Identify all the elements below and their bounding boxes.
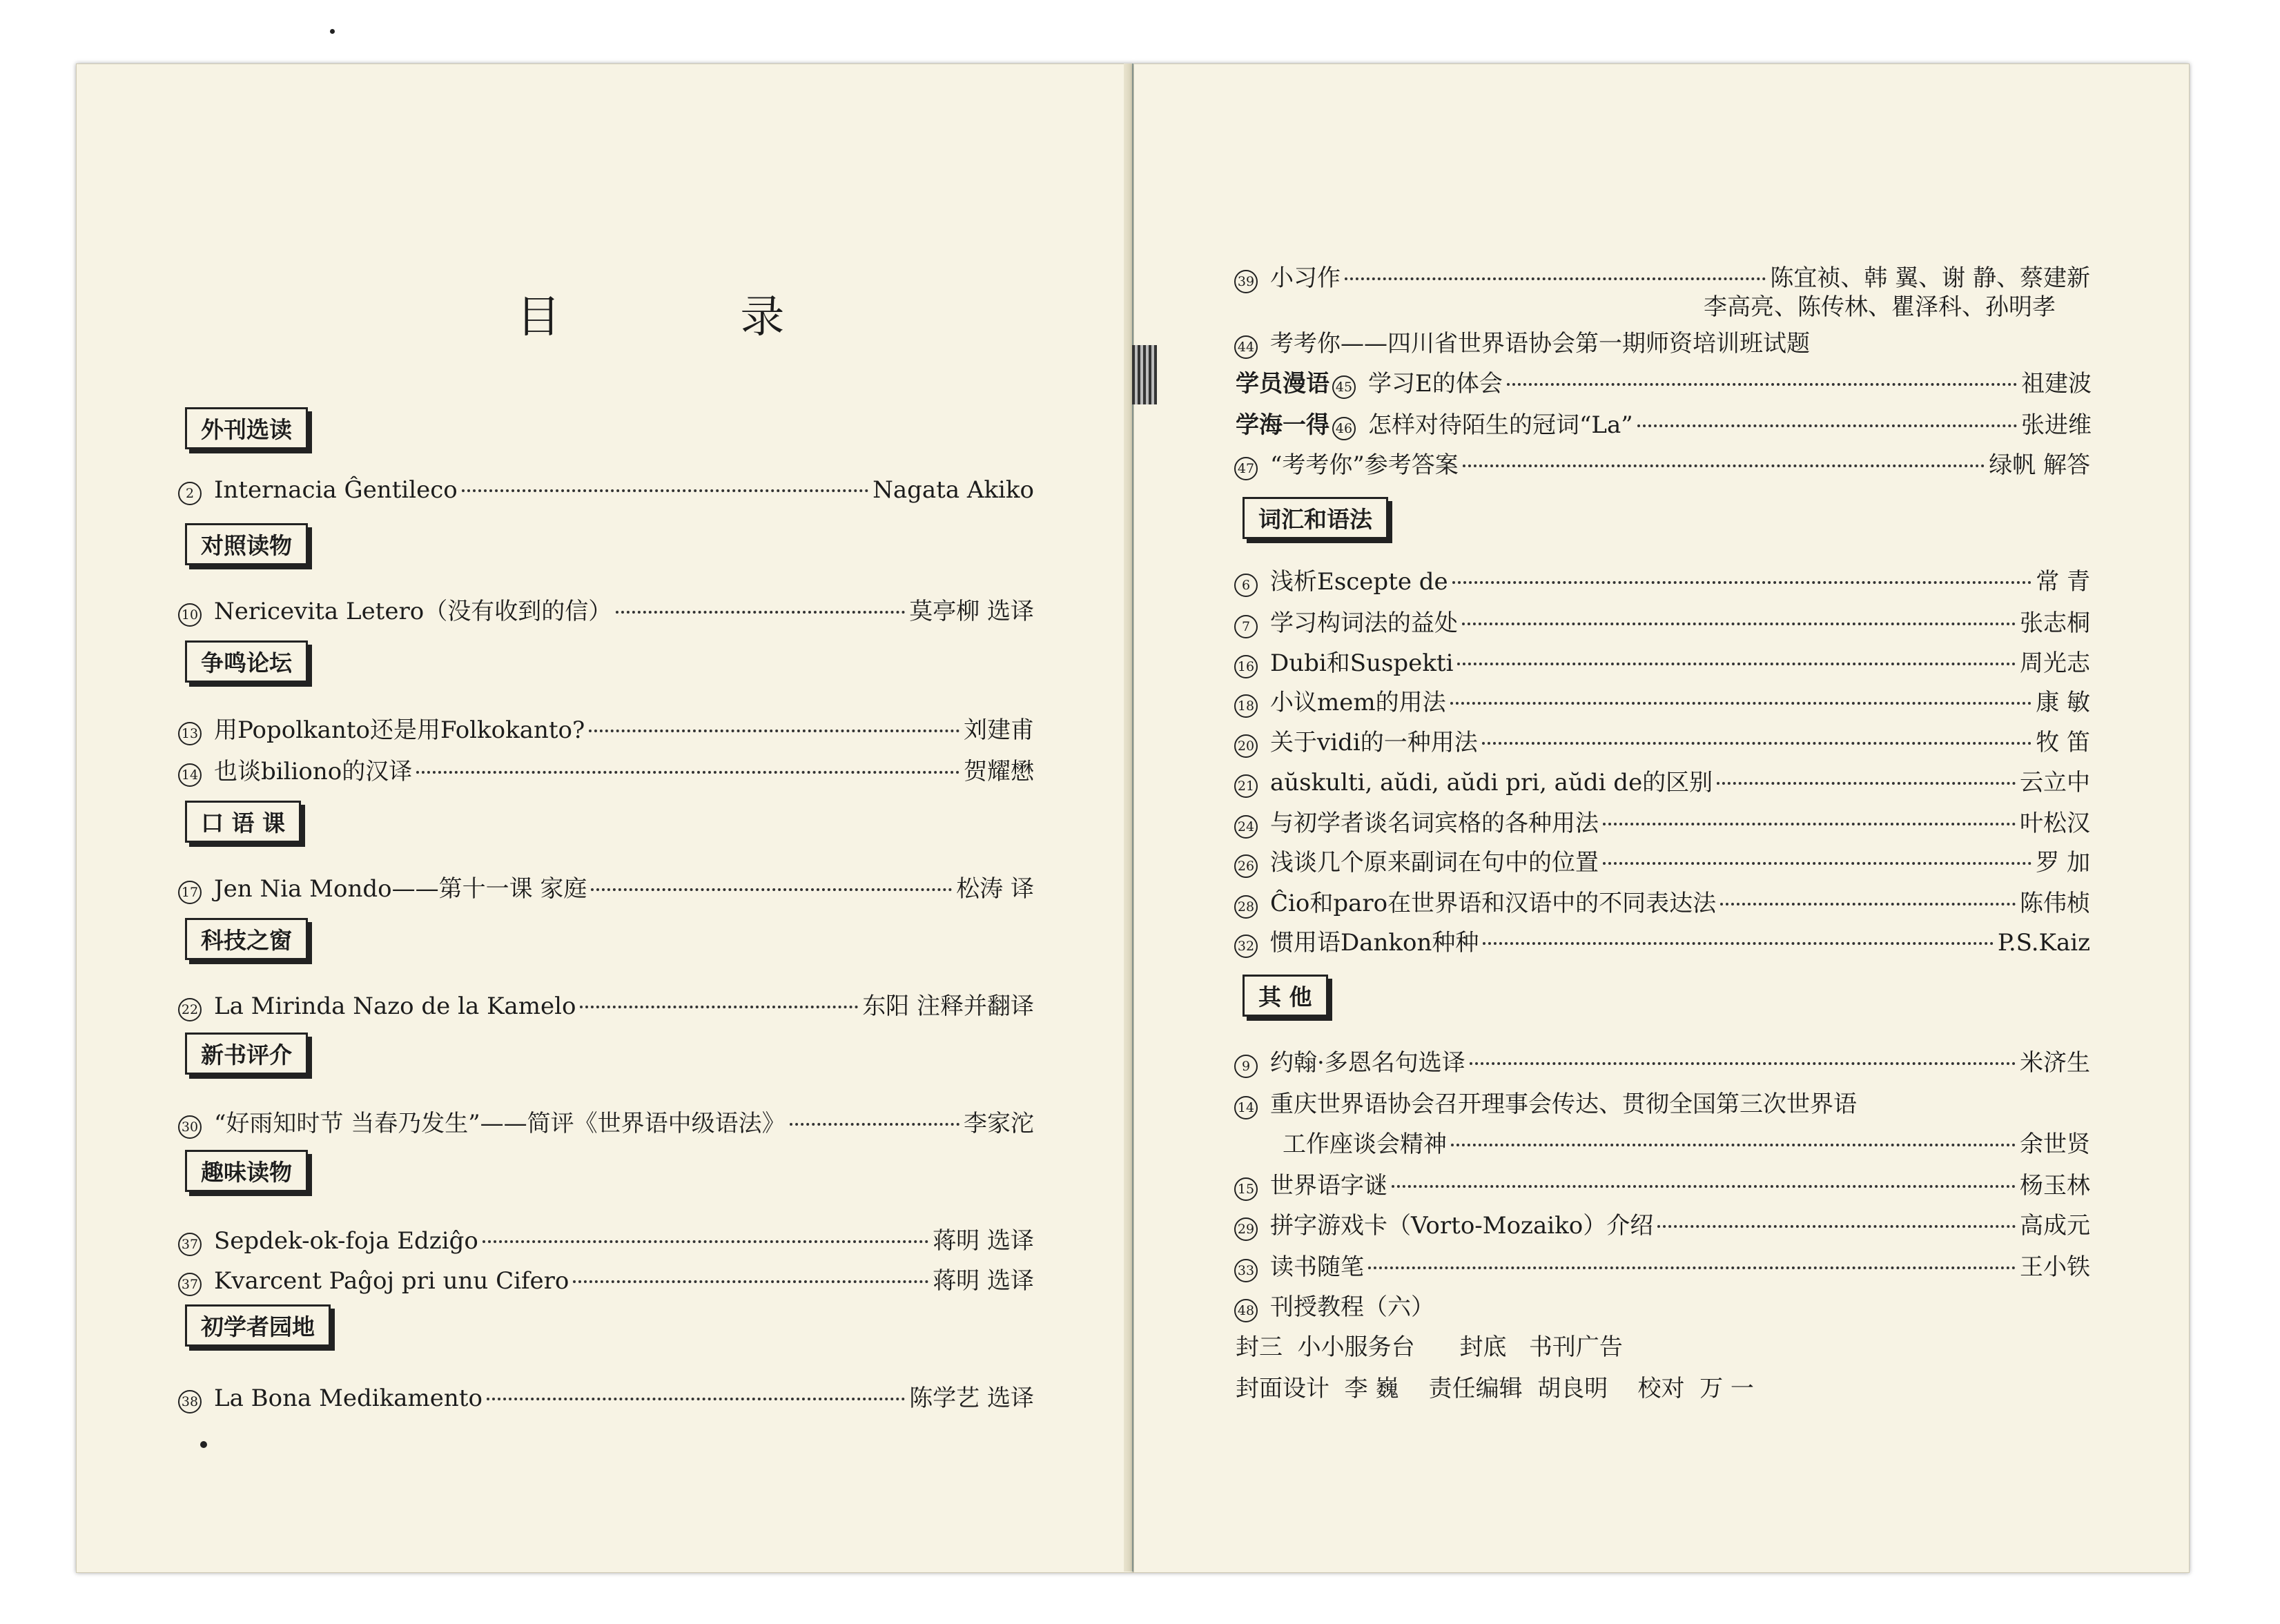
entry-author: 贺耀懋 <box>964 758 1034 785</box>
leader-dots <box>790 1123 959 1126</box>
toc-entry[interactable] <box>1234 843 2090 878</box>
toc-entry[interactable] <box>1234 763 2090 798</box>
entry-author: 杨玉林 <box>2020 1172 2090 1200</box>
toc-entry[interactable] <box>1234 562 2090 597</box>
page-number: 32 <box>1234 935 1258 958</box>
leader-dots <box>1470 1062 2016 1065</box>
page-number: 2 <box>178 482 202 505</box>
page-number: 37 <box>178 1273 202 1296</box>
speck-mark <box>330 29 335 34</box>
entry-title: 小习作 <box>1270 264 1341 292</box>
entry-author: 蒋明 选译 <box>933 1227 1034 1255</box>
section-heading: 趣味读物 <box>185 1150 308 1192</box>
leader-dots <box>1657 1225 2016 1228</box>
entry-author: 刘建甫 <box>964 716 1034 744</box>
entry-title: La Mirinda Nazo de la Kamelo <box>214 992 576 1020</box>
leader-dots <box>1462 623 2016 625</box>
page-number: 18 <box>1234 694 1258 718</box>
section-heading: 外刊选读 <box>185 407 308 449</box>
section-heading: 对照读物 <box>185 523 308 565</box>
entry-author: 周光志 <box>2020 649 2090 677</box>
page-number: 6 <box>1234 574 1258 597</box>
entry-author: 陈学艺 选译 <box>909 1385 1034 1412</box>
page-number: 48 <box>1234 1299 1258 1322</box>
toc-entry[interactable] <box>1234 723 2090 758</box>
leader-dots <box>416 771 959 774</box>
section-heading: 新书评介 <box>185 1033 308 1075</box>
toc-entry[interactable] <box>1234 644 2090 678</box>
page-number: 20 <box>1234 734 1258 758</box>
leader-dots <box>591 888 952 891</box>
toc-entry[interactable] <box>1234 884 2090 919</box>
entry-author: 蒋明 选译 <box>933 1267 1034 1295</box>
page-number: 38 <box>178 1390 202 1413</box>
leader-dots <box>1482 742 2031 745</box>
page-title: 目 录 <box>516 292 868 343</box>
toc-entry[interactable] <box>178 1379 1034 1413</box>
entry-title: 拼字游戏卡（Vorto-Mozaiko）介绍 <box>1270 1212 1654 1240</box>
speck-mark <box>200 1441 207 1448</box>
entry-title: 学习构词法的益处 <box>1270 609 1458 637</box>
page-number: 7 <box>1234 615 1258 638</box>
entry-section-label: 学员漫语 <box>1236 370 1329 398</box>
entry-author: P.S.Kaiz <box>1997 929 2090 957</box>
toc-entry[interactable] <box>178 870 1034 904</box>
entry-title: 也谈biliono的汉译 <box>214 758 413 785</box>
leader-dots <box>1463 464 1985 467</box>
page-number: 15 <box>1234 1177 1258 1201</box>
leader-dots <box>580 1006 858 1008</box>
leader-dots <box>1483 942 1993 945</box>
entry-author: 罗 加 <box>2036 849 2090 877</box>
entry-title: Ĉio和paro在世界语和汉语中的不同表达法 <box>1270 890 1717 917</box>
entry-title: Internacia Ĝentileco <box>214 476 458 504</box>
entry-title: Dubi和Suspekti <box>1270 649 1454 677</box>
entry-author: 李家沱 <box>964 1110 1034 1137</box>
toc-entry[interactable] <box>1234 923 2090 958</box>
footer-credits: 封面设计 李 巍 责任编辑 胡良明 校对 万 一 <box>1236 1375 1754 1402</box>
entry-author: Nagata Akiko <box>873 476 1034 504</box>
entry-title: aŭskulti, aŭdi, aŭdi pri, aŭdi de的区别 <box>1270 769 1713 796</box>
page-number: 39 <box>1234 270 1258 293</box>
page-number: 37 <box>178 1233 202 1256</box>
page-number: 14 <box>178 763 202 787</box>
toc-entry[interactable] <box>178 1262 1034 1296</box>
entry-title: 世界语字谜 <box>1270 1172 1387 1200</box>
toc-entry[interactable] <box>178 476 1034 505</box>
leader-dots <box>1450 702 2032 705</box>
entry-title: 工作座谈会精神 <box>1283 1131 1447 1158</box>
page-number: 30 <box>178 1115 202 1139</box>
toc-entry[interactable] <box>1234 1085 1857 1119</box>
page-number: 9 <box>1234 1055 1258 1078</box>
page-number: 29 <box>1234 1217 1258 1241</box>
binding-mark <box>1132 345 1157 404</box>
page-number: 24 <box>1234 815 1258 839</box>
entry-author: 牧 笛 <box>2036 729 2090 756</box>
entry-title: 小议mem的用法 <box>1270 689 1446 716</box>
entry-title: 惯用语Dankon种种 <box>1270 929 1479 957</box>
entry-title: “考考你”参考答案 <box>1270 451 1459 479</box>
leader-dots <box>1603 823 2016 825</box>
toc-entry[interactable] <box>178 1222 1034 1256</box>
toc-entry[interactable] <box>1236 406 2092 440</box>
toc-entry[interactable] <box>1236 364 2092 399</box>
leader-dots <box>462 489 868 492</box>
entry-author: 米济生 <box>2020 1049 2090 1077</box>
toc-entry[interactable] <box>1234 1288 2090 1322</box>
entry-author: 莫亭柳 选译 <box>909 598 1034 625</box>
page-number: 28 <box>1234 895 1258 919</box>
leader-dots <box>573 1280 928 1283</box>
entry-author: 李高亮、陈传林、瞿泽科、孙明孝 <box>1704 293 2056 321</box>
entry-title: 浅谈几个原来副词在句中的位置 <box>1270 849 1599 877</box>
toc-entry[interactable] <box>1234 604 2090 638</box>
entry-title: 约翰·多恩名句选译 <box>1270 1049 1465 1077</box>
entry-author: 云立中 <box>2020 769 2090 796</box>
leader-dots <box>1392 1185 2016 1188</box>
page-number: 46 <box>1332 417 1356 440</box>
entry-author: 余世贤 <box>2020 1131 2090 1158</box>
entry-title: 读书随笔 <box>1270 1253 1364 1281</box>
section-heading: 其 他 <box>1243 975 1328 1017</box>
entry-title: Jen Nia Mondo——第十一课 家庭 <box>214 875 587 903</box>
toc-entry[interactable] <box>1234 446 2090 480</box>
entry-author: 康 敏 <box>2036 689 2090 716</box>
toc-entry[interactable] <box>178 1104 1034 1139</box>
section-heading: 科技之窗 <box>185 918 308 960</box>
page-number: 16 <box>1234 655 1258 678</box>
entry-author: 陈宜祯、韩 翼、谢 静、蔡建新 <box>1770 264 2090 292</box>
entry-title: Kvarcent Paĝoj pri unu Cifero <box>214 1267 569 1295</box>
toc-entry[interactable] <box>178 711 1034 745</box>
toc-entry[interactable] <box>1234 1206 2090 1241</box>
entry-section-label: 学海一得 <box>1236 411 1329 439</box>
leader-dots <box>1451 1144 2016 1146</box>
page-number: 47 <box>1234 457 1258 480</box>
entry-author: 高成元 <box>2020 1212 2090 1240</box>
toc-entry[interactable] <box>1234 1248 2090 1282</box>
leader-dots <box>1637 424 2017 427</box>
toc-entry[interactable] <box>178 987 1034 1021</box>
toc-entry-continued <box>1283 1125 2090 1159</box>
page-number: 22 <box>178 998 202 1021</box>
leader-dots <box>616 611 905 614</box>
footer-covers: 封三 小小服务台 封底 书刊广告 <box>1236 1333 1623 1361</box>
leader-dots <box>483 1240 928 1243</box>
entry-author: 东阳 注释并翻译 <box>862 992 1034 1020</box>
entry-title: 学习E的体会 <box>1368 370 1503 398</box>
section-heading: 词汇和语法 <box>1243 497 1388 539</box>
entry-author: 张志桐 <box>2020 609 2090 637</box>
section-heading: 口 语 课 <box>185 801 301 843</box>
page-number: 26 <box>1234 854 1258 878</box>
leader-dots <box>487 1398 905 1400</box>
entry-title: 用Popolkanto还是用Folkokanto? <box>214 716 585 744</box>
page-number: 13 <box>178 722 202 745</box>
entry-title: “好雨知时节 当春乃发生”——简评《世界语中级语法》 <box>214 1110 786 1137</box>
section-heading: 争鸣论坛 <box>185 640 308 683</box>
entry-title: 与初学者谈名词宾格的各种用法 <box>1270 810 1599 837</box>
toc-entry[interactable] <box>178 752 1034 787</box>
entry-title: 浅析Escepte de <box>1270 568 1448 596</box>
leader-dots <box>1717 782 2016 785</box>
entry-title: 考考你——四川省世界语协会第一期师资培训班试题 <box>1270 330 1810 358</box>
leader-dots <box>1368 1266 2016 1269</box>
entry-author: 绿帆 解答 <box>1989 451 2090 479</box>
entry-author: 陈伟桢 <box>2020 890 2090 917</box>
page-number: 14 <box>1234 1096 1258 1119</box>
toc-entry[interactable] <box>1234 683 2090 718</box>
entry-author: 常 青 <box>2036 568 2090 596</box>
page-number: 33 <box>1234 1259 1258 1282</box>
leader-dots <box>1603 862 2031 865</box>
entry-author: 松涛 译 <box>956 875 1034 903</box>
entry-author: 祖建波 <box>2021 370 2092 398</box>
entry-author: 张进维 <box>2021 411 2092 439</box>
toc-entry[interactable] <box>178 592 1034 627</box>
entry-title: Nericevita Letero（没有收到的信） <box>214 598 612 625</box>
page-number: 45 <box>1332 375 1356 399</box>
entry-title: 刊授教程（六） <box>1270 1293 1434 1321</box>
entry-author: 王小铁 <box>2020 1253 2090 1281</box>
toc-entry[interactable] <box>1234 324 2090 359</box>
page-number: 10 <box>178 603 202 627</box>
entry-author: 叶松汉 <box>2020 810 2090 837</box>
leader-dots <box>589 730 959 732</box>
toc-entry[interactable] <box>1234 1044 2090 1078</box>
leader-dots <box>1507 383 2017 386</box>
entry-title: 怎样对待陌生的冠词“La” <box>1368 411 1633 439</box>
entry-title: La Bona Medikamento <box>214 1385 483 1412</box>
page-number: 17 <box>178 881 202 904</box>
entry-title: 关于vidi的一种用法 <box>1270 729 1478 756</box>
section-heading: 初学者园地 <box>185 1304 331 1347</box>
leader-dots <box>1452 581 2032 584</box>
page-number: 44 <box>1234 335 1258 359</box>
entry-title: Sepdek-ok-foja Edziĝo <box>214 1227 478 1255</box>
entry-title: 重庆世界语协会召开理事会传达、贯彻全国第三次世界语 <box>1270 1090 1857 1118</box>
leader-dots <box>1345 277 1766 280</box>
leader-dots <box>1457 663 2016 665</box>
toc-entry[interactable] <box>1234 804 2090 839</box>
toc-entry[interactable] <box>1234 1166 2090 1201</box>
page-number: 21 <box>1234 774 1258 798</box>
leader-dots <box>1720 903 2016 906</box>
